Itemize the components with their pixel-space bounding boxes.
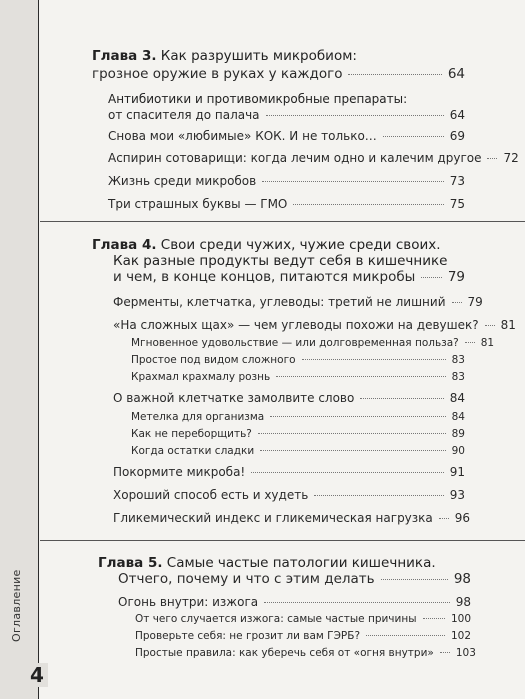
toc-subentry[interactable] [131, 354, 465, 366]
toc-entry[interactable] [113, 295, 483, 309]
toc-entry-title: Три страшных буквы — ГМО [108, 197, 288, 211]
chapter-3-title [92, 48, 357, 64]
leader-dots [262, 181, 444, 182]
toc-entry[interactable] [113, 391, 465, 405]
toc-entry[interactable] [108, 151, 519, 165]
chapter-4-line2: Как разные продукты ведут себя в кишечнике [113, 253, 448, 269]
toc-entry[interactable] [113, 318, 516, 332]
toc-entry-page: 84 [449, 391, 465, 405]
toc-entry-title: О важной клетчатке замолвите слово [113, 391, 355, 405]
page-number: 4 [26, 663, 48, 687]
chapter-5-title [98, 555, 436, 571]
chapter-4-page: 79 [447, 269, 465, 285]
toc-entry-page: 79 [467, 295, 483, 309]
toc-subentry-page: 81 [480, 337, 495, 349]
toc-subentry-title: Когда остатки сладки [131, 445, 255, 457]
chapter-5-line2: Отчего, почему и что с этим делать [118, 571, 375, 587]
toc-entry-title: Жизнь среди микробов [108, 174, 257, 188]
leader-dots [360, 398, 443, 399]
toc-subentry-title: Проверьте себя: не грозит ли вам ГЭРБ? [135, 630, 361, 642]
toc-subentry[interactable] [131, 445, 465, 457]
toc-subentry-title: Мгновенное удовольствие — или долговременная польза? [131, 337, 459, 349]
toc-entry-title: Ферменты, клетчатка, углеводы: третий не лишний [113, 295, 446, 309]
leader-dots [314, 495, 443, 496]
toc-subentry[interactable] [131, 337, 495, 349]
toc-subentry[interactable] [131, 411, 465, 423]
leader-dots [423, 618, 445, 619]
toc-subentry-page: 90 [451, 445, 465, 457]
toc-subentry-title: Как не переборщить? [131, 428, 252, 440]
toc-entry-title: Снова мои «любимые» КОК. И не только… [108, 129, 377, 143]
toc-entry-page: 64 [449, 108, 465, 122]
toc-entry-title: Гликемический индекс и гликемическая нагрузка [113, 511, 433, 525]
toc-entry-title: Хороший способ есть и худеть [113, 488, 309, 502]
chapter-4-prefix: Глава 4. [92, 237, 157, 253]
leader-dots [487, 158, 497, 159]
chapter-5-line1: Самые частые патологии кишечника. [166, 555, 436, 571]
toc-entry[interactable] [108, 129, 465, 143]
leader-dots [258, 433, 446, 434]
toc-subentry-page: 83 [451, 371, 465, 383]
toc-subentry-page: 83 [451, 354, 465, 366]
leader-dots [264, 602, 450, 603]
toc-subentry[interactable] [131, 428, 465, 440]
toc-subentry-page: 84 [451, 411, 465, 423]
leader-dots [266, 115, 444, 116]
chapter-3-prefix: Глава 3. [92, 48, 157, 64]
toc-subentry-page: 89 [451, 428, 465, 440]
toc-subentry-title: От чего случается изжога: самые частые причины [135, 613, 417, 625]
chapter-3-line1: Как разрушить микробиом: [160, 48, 357, 64]
leader-dots [260, 450, 445, 451]
toc-entry[interactable] [108, 197, 465, 211]
chapter-3-page: 64 [447, 66, 465, 82]
running-head: Оглавление [10, 569, 23, 642]
toc-entry-page: 73 [449, 174, 465, 188]
toc-entry[interactable] [113, 511, 471, 525]
toc-subentry-title: Метелка для организма [131, 411, 265, 423]
leader-dots [383, 136, 444, 137]
toc-entry-title: Огонь внутри: изжога [118, 595, 259, 609]
leader-dots [251, 472, 443, 473]
toc-entry[interactable] [108, 174, 465, 188]
toc-entry-page: 93 [449, 488, 465, 502]
leader-dots [485, 325, 495, 326]
leader-dots [348, 74, 441, 75]
toc-entry-page: 72 [503, 151, 519, 165]
leader-dots [381, 579, 448, 580]
toc-subentry-page: 103 [455, 647, 476, 659]
toc-entry-page: 98 [455, 595, 471, 609]
chapter-4-line1: Свои среди чужих, чужие среди своих. [160, 237, 441, 253]
toc-entry-title: Аспирин сотоварищи: когда лечим одно и калечим другое [108, 151, 482, 165]
toc-entry-title: Покормите микроба! [113, 465, 246, 479]
leader-dots [276, 376, 445, 377]
chapter-5-prefix: Глава 5. [98, 555, 163, 571]
toc-entry-page: 81 [500, 318, 516, 332]
leader-dots [302, 359, 446, 360]
toc-entry[interactable] [113, 488, 465, 502]
chapter-4-title [92, 237, 441, 253]
toc-subentry[interactable] [135, 647, 476, 659]
toc-entry-title: «На сложных щах» — чем углеводы похожи на девушек? [113, 318, 479, 332]
chapter-4-entry[interactable] [113, 269, 465, 285]
toc-entry[interactable] [113, 465, 465, 479]
toc-entry[interactable] [118, 595, 471, 609]
leader-dots [439, 518, 449, 519]
leader-dots [366, 635, 445, 636]
leader-dots [440, 652, 450, 653]
leader-dots [452, 302, 462, 303]
toc-entry-page: 69 [449, 129, 465, 143]
leader-dots [293, 204, 443, 205]
toc-entry-page: 91 [449, 465, 465, 479]
toc-subentry-title: Простые правила: как уберечь себя от «огня внутри» [135, 647, 434, 659]
chapter-3-line2: грозное оружие в руках у каждого [92, 66, 343, 82]
toc-entry-line: Антибиотики и противомикробные препараты: [108, 92, 408, 106]
toc-entry[interactable] [108, 108, 465, 122]
toc-subentry[interactable] [131, 371, 465, 383]
toc-entry-page: 75 [449, 197, 465, 211]
leader-dots [465, 342, 475, 343]
chapter-5-entry[interactable] [118, 571, 471, 587]
toc-entry-page: 96 [454, 511, 471, 525]
toc-subentry[interactable] [135, 613, 471, 625]
toc-subentry-page: 100 [450, 613, 471, 625]
leader-dots [421, 277, 441, 278]
toc-subentry-title: Простое под видом сложного [131, 354, 296, 366]
chapter-5-page: 98 [453, 571, 471, 587]
toc-subentry-title: Крахмал крахмалу рознь [131, 371, 271, 383]
chapter-4-line3: и чем, в конце концов, питаются микробы [113, 269, 416, 285]
toc-entry-title: от спасителя до палача [108, 108, 260, 122]
chapter-3-entry[interactable] [92, 66, 465, 82]
toc-subentry-page: 102 [450, 630, 471, 642]
toc-subentry[interactable] [135, 630, 471, 642]
leader-dots [270, 416, 445, 417]
